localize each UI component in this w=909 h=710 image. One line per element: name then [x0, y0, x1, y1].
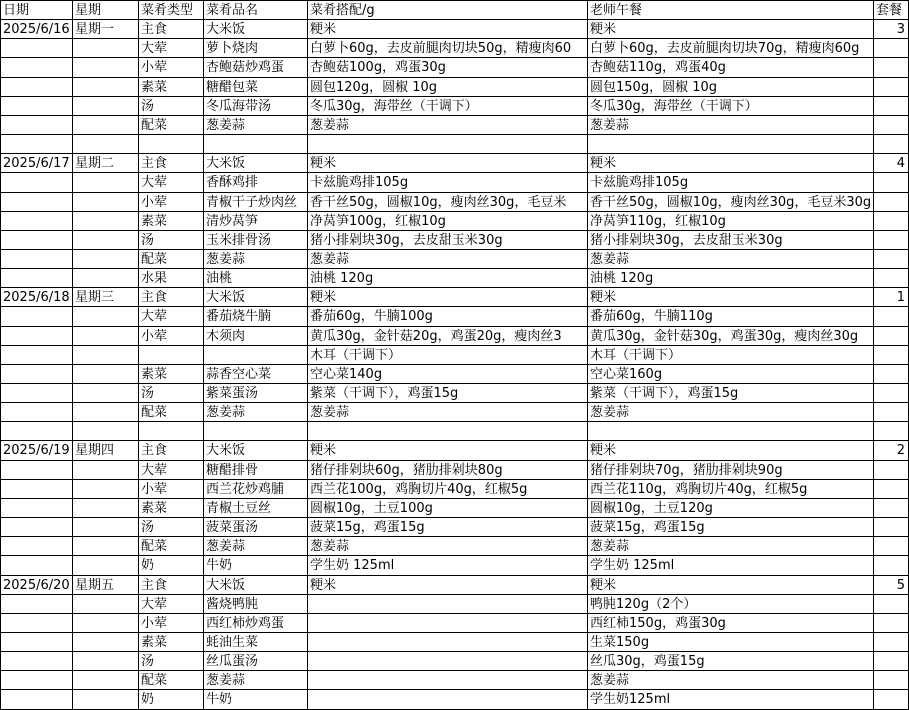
cell-ingredients[interactable]: 菠菜15g，鸡蛋15g: [310, 520, 425, 535]
cell-set-number[interactable]: [874, 461, 909, 480]
cell-teacher-lunch[interactable]: 黄瓜30g，金针菇30g，鸡蛋30g，瘦肉丝30g: [590, 329, 859, 344]
cell-set-number[interactable]: [874, 116, 909, 135]
cell-dish-name[interactable]: 大米饭: [206, 156, 246, 171]
cell-date[interactable]: [1, 78, 72, 97]
cell-dish-type[interactable]: 奶: [141, 692, 155, 707]
cell-dish-name[interactable]: 葱姜蒜: [206, 118, 246, 133]
cell-ingredients[interactable]: 杏鲍菇100g，鸡蛋30g: [310, 60, 446, 75]
cell-dish-name[interactable]: 西红柿炒鸡蛋: [206, 616, 285, 631]
cell-teacher-lunch[interactable]: 西兰花110g，鸡胸切片40g，红椒5g: [590, 482, 808, 497]
cell-set-number[interactable]: [874, 135, 909, 154]
cell-teacher-lunch[interactable]: 紫菜（干调下），鸡蛋15g: [590, 386, 739, 401]
cell-dish-type[interactable]: 主食: [141, 22, 168, 37]
cell-teacher-lunch[interactable]: 菠菜15g，鸡蛋15g: [590, 520, 705, 535]
cell-set-number[interactable]: [874, 250, 909, 269]
cell-teacher-lunch[interactable]: 生菜150g: [590, 635, 650, 650]
cell-ingredients[interactable]: 西兰花100g，鸡胸切片40g，红椒5g: [310, 482, 528, 497]
header-teacher-lunch[interactable]: 老师午餐: [590, 3, 643, 18]
cell-dish-type[interactable]: 水果: [141, 271, 168, 286]
cell-weekday[interactable]: [73, 461, 138, 480]
cell-set-number[interactable]: [874, 173, 909, 192]
cell-set-number[interactable]: [874, 652, 909, 671]
cell-teacher-lunch[interactable]: 粳米: [590, 290, 617, 305]
cell-set-number[interactable]: [874, 537, 909, 556]
cell-dish-type[interactable]: 配菜: [141, 118, 168, 133]
cell-date[interactable]: 2025/6/17: [3, 156, 70, 171]
cell-dish-type[interactable]: 大荤: [141, 597, 168, 612]
cell-dish-type[interactable]: 配菜: [141, 252, 168, 267]
cell-date[interactable]: [1, 250, 72, 269]
cell-ingredients[interactable]: 紫菜（干调下），鸡蛋15g: [310, 386, 459, 401]
cell-weekday[interactable]: [73, 78, 138, 97]
cell-dish-type[interactable]: 素菜: [141, 214, 168, 229]
cell-dish-name[interactable]: 葱姜蒜: [206, 405, 246, 420]
cell-weekday[interactable]: [73, 403, 138, 422]
cell-teacher-lunch[interactable]: [588, 135, 873, 154]
cell-dish-type[interactable]: 配菜: [141, 405, 168, 420]
cell-weekday[interactable]: [73, 135, 138, 154]
cell-teacher-lunch[interactable]: 冬瓜30g，海带丝（干调下）: [590, 99, 758, 114]
cell-teacher-lunch[interactable]: 粳米: [590, 22, 617, 37]
cell-ingredients[interactable]: 粳米: [310, 290, 337, 305]
cell-weekday[interactable]: 星期三: [75, 290, 115, 305]
cell-dish-type[interactable]: 汤: [141, 386, 155, 401]
cell-weekday[interactable]: [73, 384, 138, 403]
cell-ingredients[interactable]: 葱姜蒜: [310, 118, 350, 133]
cell-dish-name[interactable]: [204, 135, 307, 154]
cell-dish-type[interactable]: 主食: [141, 578, 168, 593]
header-set-number[interactable]: 套餐: [876, 3, 903, 18]
cell-set-number[interactable]: [874, 690, 909, 709]
cell-set-number[interactable]: [874, 671, 909, 690]
cell-set-number[interactable]: [874, 614, 909, 633]
cell-dish-type[interactable]: 汤: [141, 233, 155, 248]
cell-dish-name[interactable]: 酱烧鸭肫: [206, 597, 259, 612]
cell-dish-type[interactable]: 主食: [141, 156, 168, 171]
cell-set-number[interactable]: 1: [896, 290, 905, 305]
cell-set-number[interactable]: 5: [896, 578, 905, 593]
cell-ingredients[interactable]: 圆包120g，圆椒 10g: [310, 80, 437, 95]
cell-dish-name[interactable]: 油桃: [206, 271, 233, 286]
cell-dish-type[interactable]: 主食: [141, 443, 168, 458]
cell-ingredients[interactable]: 粳米: [310, 156, 337, 171]
cell-set-number[interactable]: [874, 231, 909, 250]
cell-dish-type[interactable]: [139, 135, 203, 154]
cell-dish-name[interactable]: 紫菜蛋汤: [206, 386, 259, 401]
cell-date[interactable]: [1, 97, 72, 116]
cell-dish-name[interactable]: 葱姜蒜: [206, 252, 246, 267]
cell-dish-type[interactable]: 素菜: [141, 635, 168, 650]
cell-date[interactable]: [1, 193, 72, 212]
cell-ingredients[interactable]: 黄瓜30g，金针菇20g，鸡蛋20g，瘦肉丝3: [310, 329, 562, 344]
cell-teacher-lunch[interactable]: 粳米: [590, 443, 617, 458]
cell-ingredients[interactable]: 白萝卜60g，去皮前腿肉切块50g，精瘦肉60: [310, 41, 572, 56]
cell-dish-type[interactable]: 配菜: [141, 539, 168, 554]
cell-teacher-lunch[interactable]: 葱姜蒜: [590, 673, 630, 688]
cell-teacher-lunch[interactable]: 鸭肫120g（2个）: [590, 597, 697, 612]
cell-teacher-lunch[interactable]: 杏鲍菇110g，鸡蛋40g: [590, 60, 726, 75]
cell-dish-name[interactable]: 杏鲍菇炒鸡蛋: [206, 60, 285, 75]
cell-dish-name[interactable]: 萝卜烧肉: [206, 41, 259, 56]
cell-ingredients[interactable]: 净莴笋100g，红椒10g: [310, 214, 446, 229]
cell-ingredients[interactable]: [308, 614, 587, 633]
cell-set-number[interactable]: [874, 365, 909, 384]
cell-ingredients[interactable]: 番茄60g，牛腩100g: [310, 309, 433, 324]
cell-teacher-lunch[interactable]: [588, 422, 873, 441]
cell-dish-type[interactable]: 奶: [141, 558, 155, 573]
cell-dish-name[interactable]: 糖醋包菜: [206, 80, 259, 95]
cell-dish-name[interactable]: 木须肉: [206, 329, 246, 344]
cell-teacher-lunch[interactable]: 学生奶 125ml: [590, 558, 675, 573]
cell-set-number[interactable]: [874, 499, 909, 518]
cell-date[interactable]: [1, 231, 72, 250]
cell-dish-type[interactable]: 素菜: [141, 501, 168, 516]
cell-ingredients[interactable]: [308, 422, 587, 441]
cell-dish-name[interactable]: 葱姜蒜: [206, 673, 246, 688]
cell-weekday[interactable]: [73, 480, 138, 499]
cell-weekday[interactable]: [73, 365, 138, 384]
cell-dish-name[interactable]: 大米饭: [206, 578, 246, 593]
cell-ingredients[interactable]: [308, 633, 587, 652]
cell-set-number[interactable]: [874, 212, 909, 231]
cell-dish-type[interactable]: 小荤: [141, 616, 168, 631]
header-weekday[interactable]: 星期: [75, 3, 102, 18]
cell-set-number[interactable]: 2: [896, 443, 905, 458]
cell-dish-name[interactable]: [204, 346, 307, 365]
cell-weekday[interactable]: [73, 250, 138, 269]
cell-weekday[interactable]: [73, 39, 138, 58]
cell-date[interactable]: [1, 173, 72, 192]
cell-date[interactable]: [1, 384, 72, 403]
cell-date[interactable]: [1, 518, 72, 537]
cell-set-number[interactable]: [874, 97, 909, 116]
cell-dish-name[interactable]: 青椒干子炒肉丝: [206, 195, 298, 210]
cell-weekday[interactable]: 星期二: [75, 156, 115, 171]
cell-teacher-lunch[interactable]: 葱姜蒜: [590, 252, 630, 267]
cell-date[interactable]: 2025/6/18: [3, 290, 70, 305]
cell-dish-name[interactable]: 玉米排骨汤: [206, 233, 272, 248]
cell-dish-name[interactable]: 丝瓜蛋汤: [206, 654, 259, 669]
cell-weekday[interactable]: [73, 556, 138, 575]
cell-dish-type[interactable]: 小荤: [141, 60, 168, 75]
cell-date[interactable]: [1, 403, 72, 422]
cell-set-number[interactable]: [874, 327, 909, 346]
cell-weekday[interactable]: [73, 173, 138, 192]
cell-dish-name[interactable]: 清炒莴笋: [206, 214, 259, 229]
cell-ingredients[interactable]: [308, 135, 587, 154]
cell-dish-type[interactable]: 大荤: [141, 463, 168, 478]
cell-dish-type[interactable]: 汤: [141, 99, 155, 114]
cell-dish-type[interactable]: 小荤: [141, 329, 168, 344]
cell-date[interactable]: [1, 614, 72, 633]
cell-date[interactable]: [1, 307, 72, 326]
cell-date[interactable]: [1, 595, 72, 614]
cell-ingredients[interactable]: 学生奶 125ml: [310, 558, 395, 573]
cell-teacher-lunch[interactable]: 西红柿150g，鸡蛋30g: [590, 616, 726, 631]
cell-set-number[interactable]: [874, 58, 909, 77]
cell-set-number[interactable]: 4: [896, 156, 905, 171]
cell-dish-type[interactable]: 配菜: [141, 673, 168, 688]
cell-weekday[interactable]: [73, 499, 138, 518]
cell-ingredients[interactable]: 猪仔排剁块60g，猪肋排剁块80g: [310, 463, 503, 478]
cell-ingredients[interactable]: 猪小排剁块30g，去皮甜玉米30g: [310, 233, 503, 248]
cell-weekday[interactable]: [73, 671, 138, 690]
cell-set-number[interactable]: [874, 39, 909, 58]
cell-date[interactable]: [1, 327, 72, 346]
cell-set-number[interactable]: [874, 518, 909, 537]
cell-set-number[interactable]: [874, 193, 909, 212]
cell-set-number[interactable]: [874, 422, 909, 441]
cell-weekday[interactable]: 星期四: [75, 443, 115, 458]
cell-ingredients[interactable]: 粳米: [310, 443, 337, 458]
cell-dish-name[interactable]: 番茄烧牛腩: [206, 309, 272, 324]
cell-date[interactable]: [1, 58, 72, 77]
cell-teacher-lunch[interactable]: 学生奶125ml: [590, 692, 671, 707]
cell-ingredients[interactable]: 木耳（干调下）: [310, 348, 402, 363]
cell-dish-type[interactable]: 主食: [141, 290, 168, 305]
cell-date[interactable]: [1, 365, 72, 384]
cell-weekday[interactable]: [73, 231, 138, 250]
cell-ingredients[interactable]: 粳米: [310, 22, 337, 37]
cell-date[interactable]: [1, 633, 72, 652]
cell-teacher-lunch[interactable]: 圆包150g，圆椒 10g: [590, 80, 717, 95]
header-dish-name[interactable]: 菜肴品名: [206, 3, 259, 18]
cell-dish-name[interactable]: 糖醋排骨: [206, 463, 259, 478]
cell-date[interactable]: [1, 480, 72, 499]
cell-weekday[interactable]: [73, 58, 138, 77]
cell-ingredients[interactable]: 卡兹脆鸡排105g: [310, 175, 409, 190]
cell-dish-type[interactable]: [139, 346, 203, 365]
cell-dish-name[interactable]: 牛奶: [206, 558, 233, 573]
cell-set-number[interactable]: [874, 633, 909, 652]
cell-dish-name[interactable]: 蚝油生菜: [206, 635, 259, 650]
cell-teacher-lunch[interactable]: 葱姜蒜: [590, 539, 630, 554]
cell-date[interactable]: [1, 135, 72, 154]
cell-date[interactable]: 2025/6/16: [3, 22, 70, 37]
cell-dish-type[interactable]: 小荤: [141, 195, 168, 210]
cell-set-number[interactable]: [874, 556, 909, 575]
cell-weekday[interactable]: [73, 346, 138, 365]
cell-date[interactable]: 2025/6/20: [3, 578, 70, 593]
cell-date[interactable]: [1, 116, 72, 135]
cell-date[interactable]: [1, 269, 72, 288]
cell-teacher-lunch[interactable]: 空心菜160g: [590, 367, 663, 382]
cell-teacher-lunch[interactable]: 葱姜蒜: [590, 118, 630, 133]
cell-ingredients[interactable]: [308, 671, 587, 690]
cell-dish-name[interactable]: 香酥鸡排: [206, 175, 259, 190]
cell-set-number[interactable]: [874, 403, 909, 422]
cell-date[interactable]: [1, 537, 72, 556]
cell-dish-type[interactable]: 素菜: [141, 80, 168, 95]
cell-weekday[interactable]: [73, 327, 138, 346]
cell-ingredients[interactable]: 葱姜蒜: [310, 405, 350, 420]
cell-date[interactable]: [1, 39, 72, 58]
cell-date[interactable]: 2025/6/19: [3, 443, 70, 458]
cell-set-number[interactable]: [874, 595, 909, 614]
cell-date[interactable]: [1, 652, 72, 671]
cell-teacher-lunch[interactable]: 猪小排剁块30g，去皮甜玉米30g: [590, 233, 783, 248]
cell-dish-name[interactable]: 大米饭: [206, 443, 246, 458]
cell-weekday[interactable]: 星期五: [75, 578, 115, 593]
cell-ingredients[interactable]: 圆椒10g，土豆100g: [310, 501, 433, 516]
cell-teacher-lunch[interactable]: 粳米: [590, 578, 617, 593]
cell-teacher-lunch[interactable]: 猪仔排剁块70g，猪肋排剁块90g: [590, 463, 783, 478]
cell-date[interactable]: [1, 499, 72, 518]
cell-dish-type[interactable]: 大荤: [141, 309, 168, 324]
cell-weekday[interactable]: [73, 690, 138, 709]
cell-ingredients[interactable]: 粳米: [310, 578, 337, 593]
cell-ingredients[interactable]: [308, 690, 587, 709]
cell-dish-type[interactable]: 大荤: [141, 175, 168, 190]
cell-date[interactable]: [1, 690, 72, 709]
cell-set-number[interactable]: [874, 307, 909, 326]
cell-teacher-lunch[interactable]: 粳米: [590, 156, 617, 171]
cell-weekday[interactable]: [73, 193, 138, 212]
cell-set-number[interactable]: [874, 384, 909, 403]
cell-ingredients[interactable]: 香干丝50g，圆椒10g，瘦肉丝30g，毛豆米: [310, 195, 567, 210]
cell-dish-name[interactable]: 大米饭: [206, 290, 246, 305]
cell-weekday[interactable]: [73, 212, 138, 231]
cell-dish-type[interactable]: 小荤: [141, 482, 168, 497]
cell-dish-type[interactable]: 汤: [141, 520, 155, 535]
cell-teacher-lunch[interactable]: 葱姜蒜: [590, 405, 630, 420]
cell-weekday[interactable]: [73, 595, 138, 614]
header-ingredients[interactable]: 菜肴搭配/g: [310, 3, 375, 18]
cell-dish-name[interactable]: 冬瓜海带汤: [206, 99, 272, 114]
cell-dish-type[interactable]: 汤: [141, 654, 155, 669]
cell-ingredients[interactable]: 冬瓜30g，海带丝（干调下）: [310, 99, 478, 114]
cell-teacher-lunch[interactable]: 卡兹脆鸡排105g: [590, 175, 689, 190]
header-date[interactable]: 日期: [3, 3, 30, 18]
cell-date[interactable]: [1, 671, 72, 690]
cell-date[interactable]: [1, 422, 72, 441]
cell-weekday[interactable]: 星期一: [75, 22, 115, 37]
cell-weekday[interactable]: [73, 614, 138, 633]
cell-teacher-lunch[interactable]: 油桃 120g: [590, 271, 654, 286]
cell-dish-name[interactable]: 蒜香空心菜: [206, 367, 272, 382]
cell-weekday[interactable]: [73, 537, 138, 556]
cell-dish-name[interactable]: 葱姜蒜: [206, 539, 246, 554]
cell-date[interactable]: [1, 556, 72, 575]
cell-date[interactable]: [1, 461, 72, 480]
cell-ingredients[interactable]: [308, 595, 587, 614]
cell-weekday[interactable]: [73, 652, 138, 671]
cell-weekday[interactable]: [73, 307, 138, 326]
cell-dish-type[interactable]: 素菜: [141, 367, 168, 382]
cell-weekday[interactable]: [73, 116, 138, 135]
cell-date[interactable]: [1, 212, 72, 231]
cell-dish-name[interactable]: 西兰花炒鸡脯: [206, 482, 285, 497]
cell-dish-type[interactable]: [139, 422, 203, 441]
cell-date[interactable]: [1, 346, 72, 365]
header-dish-type[interactable]: 菜肴类型: [141, 3, 194, 18]
cell-dish-name[interactable]: 大米饭: [206, 22, 246, 37]
cell-ingredients[interactable]: 葱姜蒜: [310, 252, 350, 267]
cell-teacher-lunch[interactable]: 丝瓜30g，鸡蛋15g: [590, 654, 705, 669]
cell-set-number[interactable]: 3: [896, 22, 905, 37]
cell-dish-name[interactable]: [204, 422, 307, 441]
cell-teacher-lunch[interactable]: 木耳（干调下）: [590, 348, 682, 363]
cell-teacher-lunch[interactable]: 圆椒10g，土豆120g: [590, 501, 713, 516]
cell-dish-type[interactable]: 大荤: [141, 41, 168, 56]
cell-ingredients[interactable]: 空心菜140g: [310, 367, 383, 382]
cell-teacher-lunch[interactable]: 香干丝50g，圆椒10g，瘦肉丝30g，毛豆米30g: [590, 195, 872, 210]
cell-dish-name[interactable]: 牛奶: [206, 692, 233, 707]
cell-set-number[interactable]: [874, 269, 909, 288]
cell-dish-name[interactable]: 菠菜蛋汤: [206, 520, 259, 535]
cell-teacher-lunch[interactable]: 净莴笋110g，红椒10g: [590, 214, 726, 229]
cell-ingredients[interactable]: 油桃 120g: [310, 271, 374, 286]
cell-weekday[interactable]: [73, 518, 138, 537]
cell-dish-name[interactable]: 青椒土豆丝: [206, 501, 272, 516]
cell-set-number[interactable]: [874, 346, 909, 365]
cell-teacher-lunch[interactable]: 番茄60g，牛腩110g: [590, 309, 713, 324]
cell-weekday[interactable]: [73, 422, 138, 441]
cell-ingredients[interactable]: [308, 652, 587, 671]
cell-weekday[interactable]: [73, 633, 138, 652]
cell-weekday[interactable]: [73, 269, 138, 288]
cell-set-number[interactable]: [874, 78, 909, 97]
cell-weekday[interactable]: [73, 97, 138, 116]
cell-ingredients[interactable]: 葱姜蒜: [310, 539, 350, 554]
cell-set-number[interactable]: [874, 480, 909, 499]
cell-teacher-lunch[interactable]: 白萝卜60g，去皮前腿肉切块70g，精瘦肉60g: [590, 41, 860, 56]
